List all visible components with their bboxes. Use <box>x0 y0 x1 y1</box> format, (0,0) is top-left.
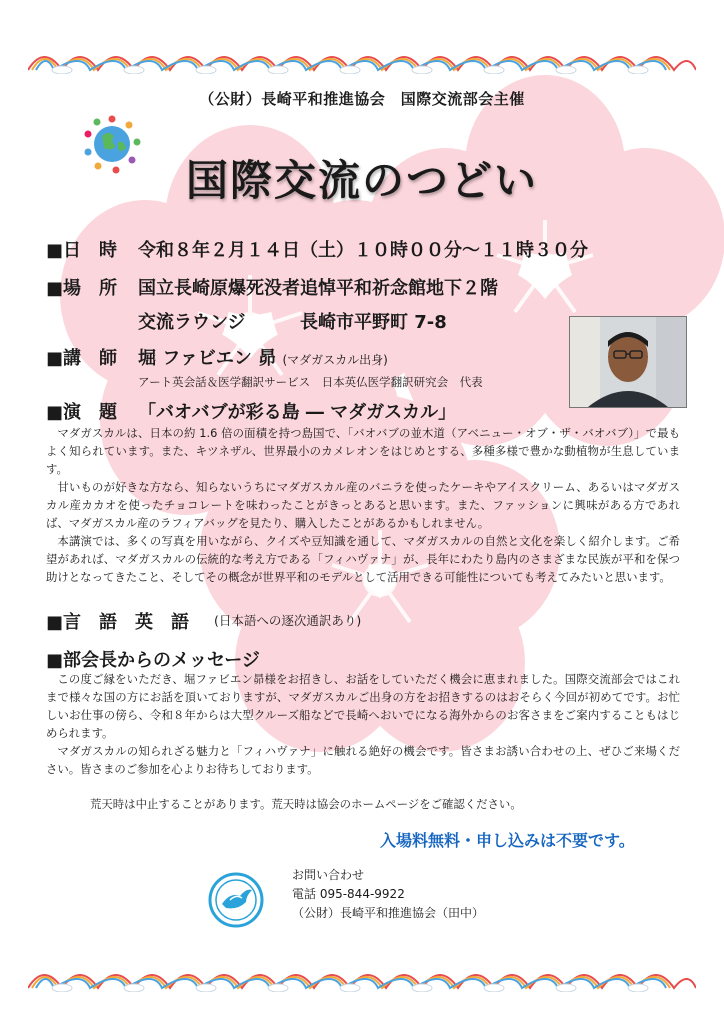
lecture-description <box>46 424 680 586</box>
language-row <box>46 608 362 634</box>
speaker-heading: ■講 師 <box>46 348 118 369</box>
datetime-value: 令和８年２月１４日（土）１０時００分～１１時３０分 <box>138 240 588 261</box>
venue-address: 長崎市平野町 7-8 <box>300 312 447 333</box>
datetime-heading: ■日 時 <box>46 240 118 261</box>
topic-heading: ■演 題 <box>46 402 118 423</box>
speaker-origin: (マダガスカル出身) <box>282 353 388 367</box>
event-title: 国際交流のつどい <box>185 156 538 205</box>
venue-value: 国立長崎原爆死没者追悼平和祈念館地下２階 <box>138 278 498 299</box>
peace-dove-logo <box>208 872 264 928</box>
venue-heading: ■場 所 <box>46 278 118 299</box>
description-paragraph: 甘いものが好きな方なら、知らないうちにマダガスカル産のバニラを使ったケーキやアイスクリーム、あるいはマダガスカル産カカオを使ったチョコレートを味わったことがきっとあると思います。また、ファッションに興味がある方であれば、マダガスカル産のラフィアバッグを見たり、購入したことがあるかもしれません。 <box>46 480 680 530</box>
venue-room: 交流ラウンジ <box>138 312 246 333</box>
language-heading: ■言 語 英 語 <box>46 612 190 633</box>
description-paragraph: 本講演では、多くの写真を用いながら、クイズや豆知識を通して、マダガスカルの自然と文化を楽しく紹介します。ご希望があれば、マダガスカルの伝統的な考え方である「フィハヴァナ」が、長年にわたり島内のさまざまな民族が平和を保つ助けとなってきたこと、そしてその概念が世界平和のモデルとして活用できる可能性についても考えてみたいと思います。 <box>46 534 680 584</box>
speaker-name: 堀 ファビエン 昴 <box>138 348 277 369</box>
contact-org: （公財）長崎平和推進協会（田中） <box>292 906 485 920</box>
datetime-row <box>46 236 588 262</box>
venue-room-row <box>138 308 447 334</box>
chair-message <box>46 670 680 778</box>
speaker-affiliation: アート英会話＆医学翻訳サービス 日本英仏医学翻訳研究会 代表 <box>138 375 483 389</box>
topic-row <box>46 398 457 424</box>
weather-note: 荒天時は中止することがあります。荒天時は協会のホームページをご確認ください。 <box>90 797 522 811</box>
topic-value: 「バオバブが彩る島 ― マダガスカル」 <box>138 402 457 423</box>
message-paragraph: マダガスカルの知られざる魅力と「フィハヴァナ」に触れる絶好の機会です。皆さまお誘い合わせの上、ぜひご来場ください。皆さまのご参加を心よりお待ちしております。 <box>46 744 680 776</box>
contact-phone: 電話 095-844-9922 <box>292 887 405 901</box>
language-note: (日本語への逐次通訳あり) <box>214 613 362 628</box>
venue-row <box>46 274 498 300</box>
contact-label: お問い合わせ <box>292 868 365 882</box>
message-heading: ■部会長からのメッセージ <box>46 650 260 671</box>
speaker-row <box>46 344 388 370</box>
message-paragraph: この度ご縁をいただき、堀ファビエン昴様をお招きし、お話をしていただく機会に恵まれました。国際交流部会ではこれまで様々な国の方にお話を頂いておりますが、マダガスカルご出身の方をお招きするのはおそらく今回が初めてです。お忙しいお仕事の傍ら、令和８年からは大型クルーズ船などで長崎へおいでになる海外からのお客さまをご案内することもはじめられます。 <box>46 672 680 740</box>
organizer-line: （公財）長崎平和推進協会 国際交流部会主催 <box>199 90 525 108</box>
speaker-photo <box>569 316 687 408</box>
contact-block <box>292 866 484 923</box>
free-admission-notice: 入場料無料・申し込みは不要です。 <box>380 831 635 850</box>
description-paragraph: マダガスカルは、日本の約 1.6 倍の面積を持つ島国で、「バオバブの並木道（アベニュー・オブ・ザ・バオバブ）」で最もよく知られています。また、キツネザル、世界最小のカメレオンをはじめとする、多種多様で豊かな動植物が生息しています。 <box>46 426 680 476</box>
